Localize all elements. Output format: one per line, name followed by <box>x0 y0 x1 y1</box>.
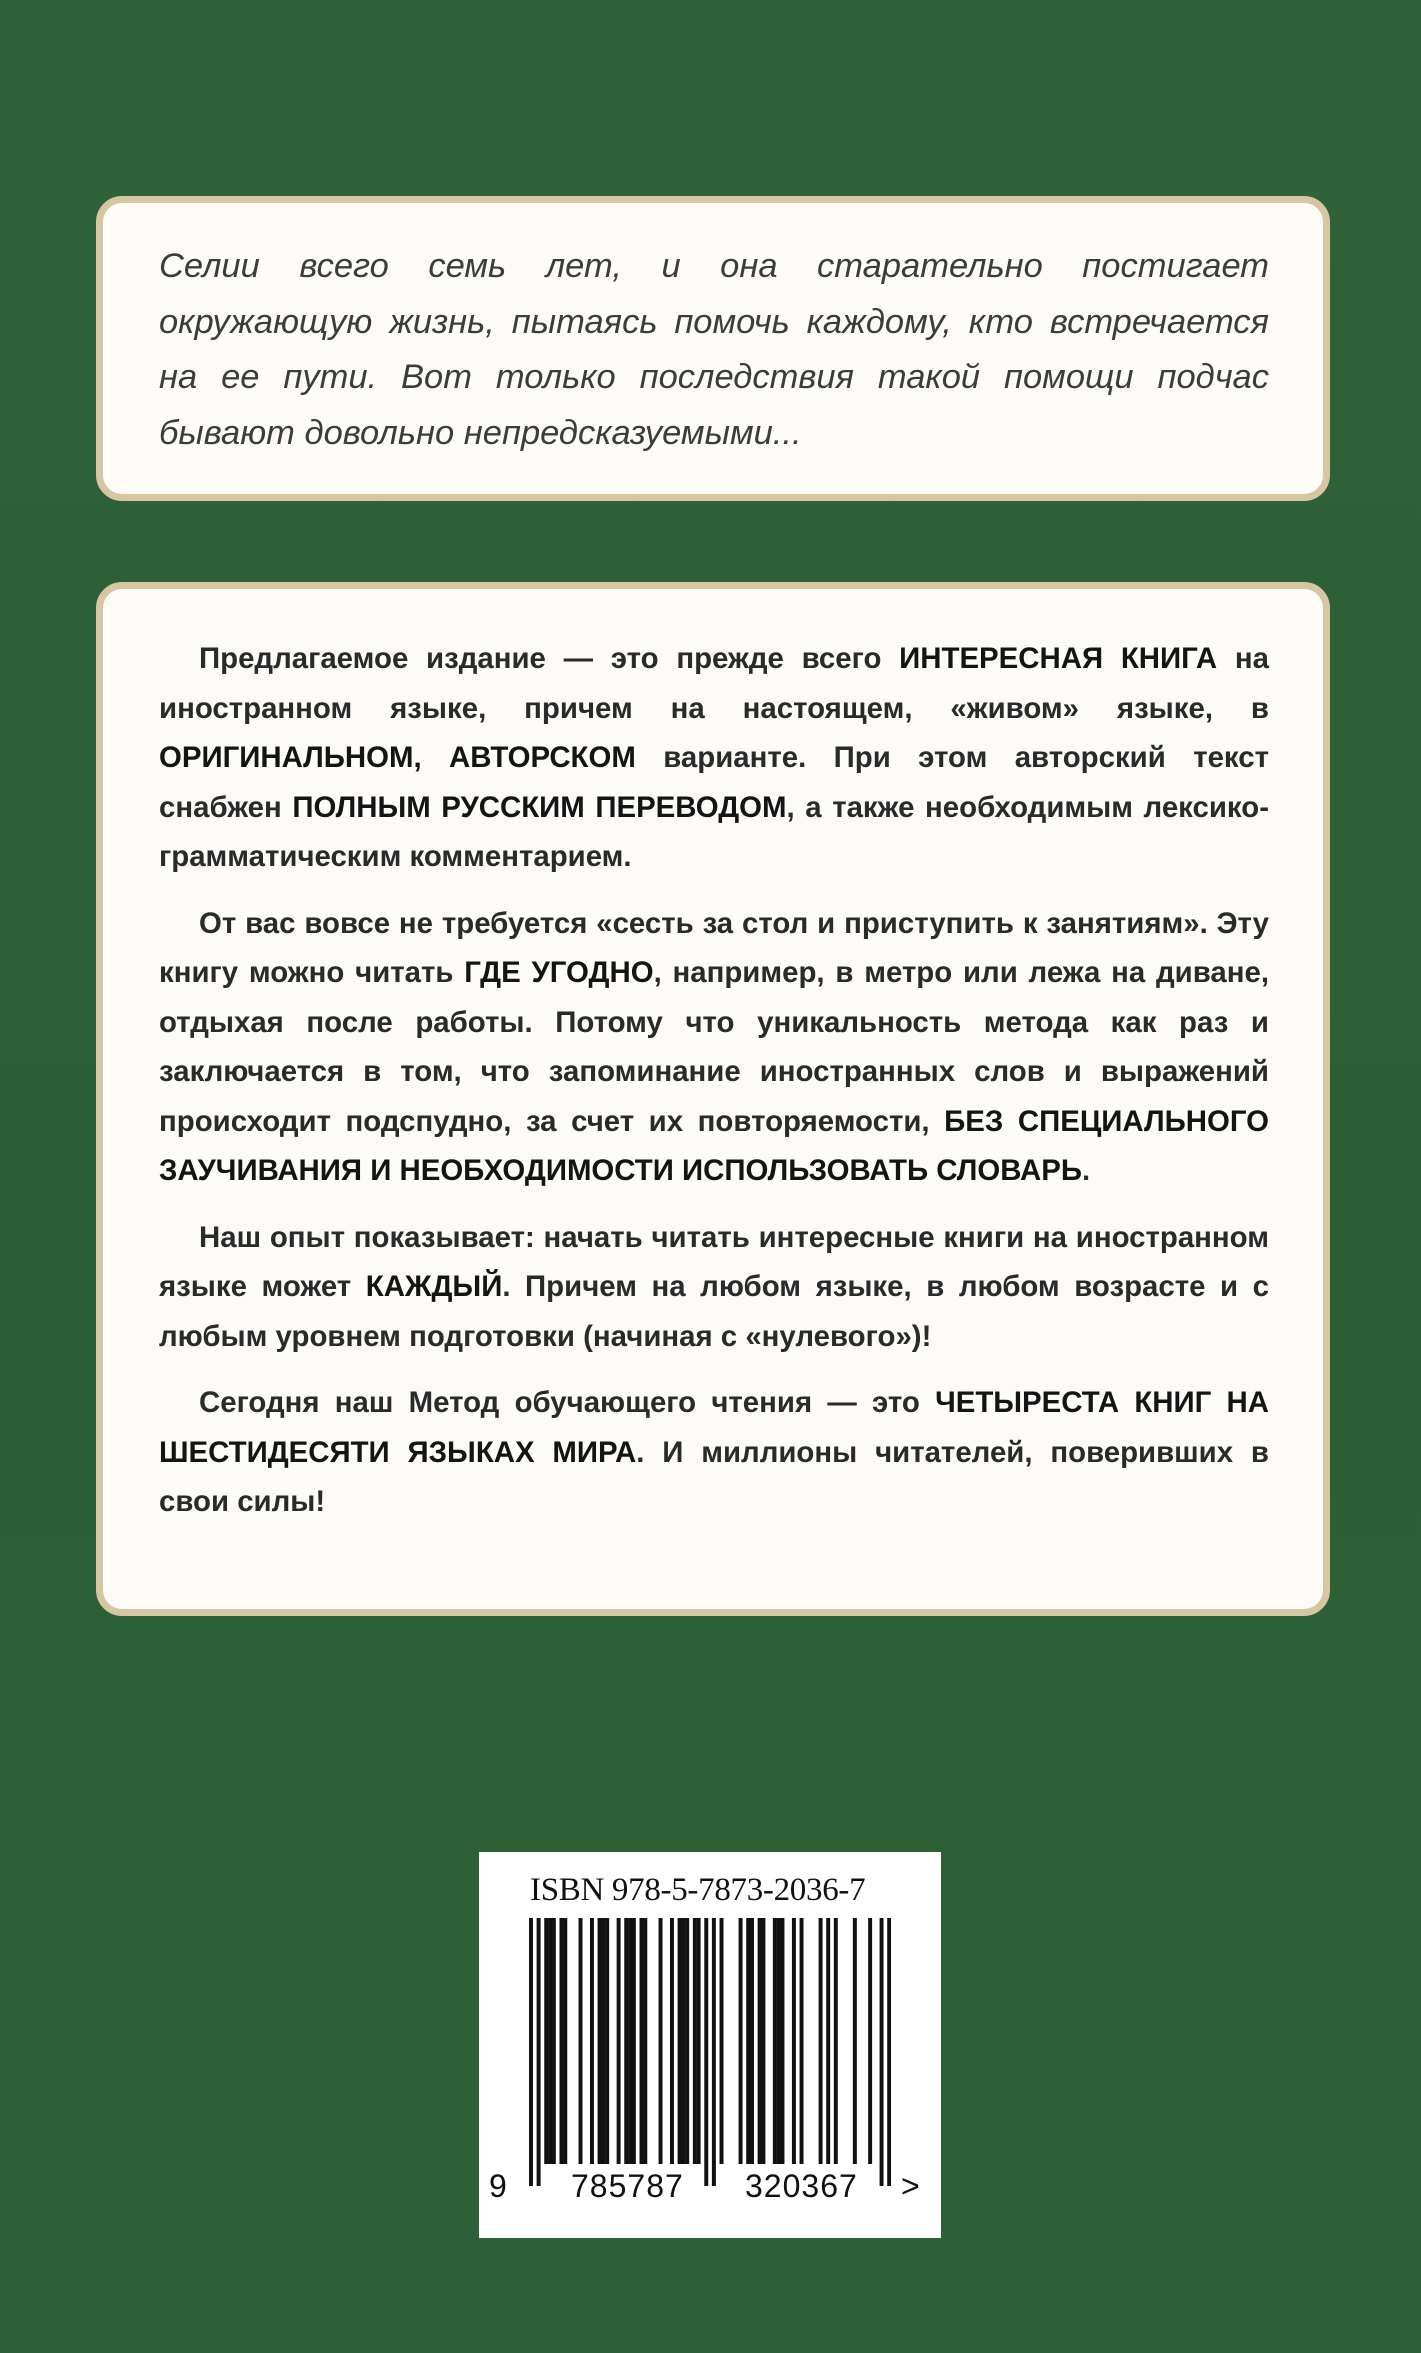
barcode-bar <box>800 1918 804 2164</box>
barcode-bar <box>750 1918 754 2164</box>
barcode-bars <box>529 1918 891 2186</box>
barcode-bar <box>605 1918 609 2164</box>
barcode-bar <box>868 1918 872 2164</box>
barcode-bar <box>681 1918 685 2164</box>
barcode-bar <box>659 1918 663 2164</box>
barcode-bar <box>739 1918 743 2164</box>
barcode-guard-bar <box>880 1918 884 2186</box>
promo-text: . Причем на любом языке, в любом возрасте и с любым уровнем подготовки (начиная с «нулевого»)! <box>159 1270 1269 1353</box>
barcode-bar <box>819 1918 823 2164</box>
barcode-first-digit: 9 <box>489 2168 507 2204</box>
promo-emphasis: ПОЛНЫМ РУССКИМ ПЕРЕВОДОМ <box>292 790 787 824</box>
promo-paragraph-1 <box>159 634 1269 882</box>
barcode-bar <box>590 1918 594 2164</box>
promo-text: Наш опыт показывает: начать читать интересные книги на иностранном языке может <box>159 1220 1269 1303</box>
isbn-label: ISBN 978-5-7873-2036-7 <box>530 1872 866 1908</box>
barcode-bar <box>598 1918 602 2164</box>
barcode-right-digits: 320367 <box>745 2168 858 2204</box>
barcode-bar <box>834 1918 838 2164</box>
promo-emphasis: ИНТЕРЕСНАЯ КНИГА <box>899 642 1218 675</box>
synopsis-panel <box>96 196 1330 501</box>
promo-paragraph-3 <box>159 1213 1269 1362</box>
barcode-bar <box>563 1918 567 2164</box>
barcode-bar <box>678 1918 682 2164</box>
method-description-panel <box>96 582 1330 1616</box>
promo-text: на иностранном языке, причем на настоящем, «живом» языке, в <box>159 642 1269 725</box>
promo-emphasis: БЕЗ СПЕЦИАЛЬНОГО ЗАУЧИВАНИЯ И НЕОБХОДИМОСТИ ИСПОЛЬЗОВАТЬ СЛОВАРЬ <box>159 1104 1269 1187</box>
barcode-guard-bar <box>887 1918 891 2186</box>
promo-text: , например, в метро или лежа на диване, отдыхая после работы. Потому что уникальность метода как раз и заключается в том, что запоминание иностранных слов и выражений происходит подспудно, за счет их повторяемости, <box>159 956 1269 1138</box>
barcode-bar <box>777 1918 781 2164</box>
barcode-bar <box>780 1918 784 2164</box>
barcode-guard-bar <box>704 1918 708 2186</box>
barcode-bar <box>720 1918 724 2164</box>
barcode-bar <box>548 1918 552 2164</box>
promo-text: Сегодня наш Метод обучающего чтения — это <box>199 1386 936 1419</box>
barcode-bar <box>628 1918 632 2164</box>
promo-text: . <box>1082 1154 1091 1187</box>
promo-emphasis: ГДЕ УГОДНО <box>464 956 654 989</box>
promo-text: От вас вовсе не требуется «сесть за стол и приступить к занятиям». Эту книгу можно читать <box>159 906 1269 989</box>
barcode-bar <box>758 1918 762 2164</box>
barcode-bar <box>792 1918 796 2164</box>
barcode-bar <box>670 1918 674 2164</box>
isbn-barcode <box>479 1852 941 2238</box>
promo-text: . И миллионы читателей, поверивших в свои силы! <box>159 1435 1269 1518</box>
barcode-bar <box>552 1918 556 2164</box>
promo-text: , а также необходимым лексико-грамматическим комментарием. <box>159 790 1269 873</box>
barcode-bar <box>853 1918 857 2164</box>
barcode-bar <box>544 1918 548 2164</box>
barcode-bar <box>685 1918 689 2164</box>
barcode-bar <box>746 1918 750 2164</box>
barcode-guard-bar <box>529 1918 533 2186</box>
synopsis-text: Селии всего семь лет, и она старательно постигает окружающую жизнь, пытаясь помочь каждому, кто встречается на ее пути. Вот только последствия такой помощи подчас бывают довольно непредсказуемыми... <box>159 247 1269 452</box>
promo-emphasis: ОРИГИНАЛЬНОМ, АВТОРСКОМ <box>159 741 636 774</box>
promo-text: варианте. При этом авторский текст снабжен <box>159 741 1269 824</box>
barcode-bar <box>601 1918 605 2164</box>
promo-paragraph-4 <box>159 1378 1269 1527</box>
barcode-bar <box>773 1918 777 2164</box>
barcode-bar <box>643 1918 647 2164</box>
barcode-quiet-zone-mark: > <box>901 2168 920 2204</box>
barcode-digits <box>479 2168 941 2218</box>
barcode-bar <box>697 1918 701 2164</box>
promo-text: Предлагаемое издание — это прежде всего <box>199 642 900 675</box>
barcode-left-digits: 785787 <box>571 2168 684 2204</box>
barcode-bar <box>579 1918 583 2164</box>
barcode-bar <box>617 1918 621 2164</box>
barcode-guard-bar <box>712 1918 716 2186</box>
barcode-bar <box>693 1918 697 2164</box>
barcode-bar <box>559 1918 563 2164</box>
barcode-bar <box>624 1918 628 2164</box>
barcode-guard-bar <box>537 1918 541 2186</box>
promo-emphasis: КАЖДЫЙ <box>365 1270 503 1303</box>
promo-emphasis: ЧЕТЫРЕСТА КНИГ НА ШЕСТИДЕСЯТИ ЯЗЫКАХ МИРА <box>159 1386 1269 1469</box>
barcode-bar <box>632 1918 636 2164</box>
barcode-bar <box>640 1918 644 2164</box>
barcode-bar <box>761 1918 765 2164</box>
promo-paragraph-2 <box>159 899 1269 1196</box>
barcode-bar <box>826 1918 830 2164</box>
